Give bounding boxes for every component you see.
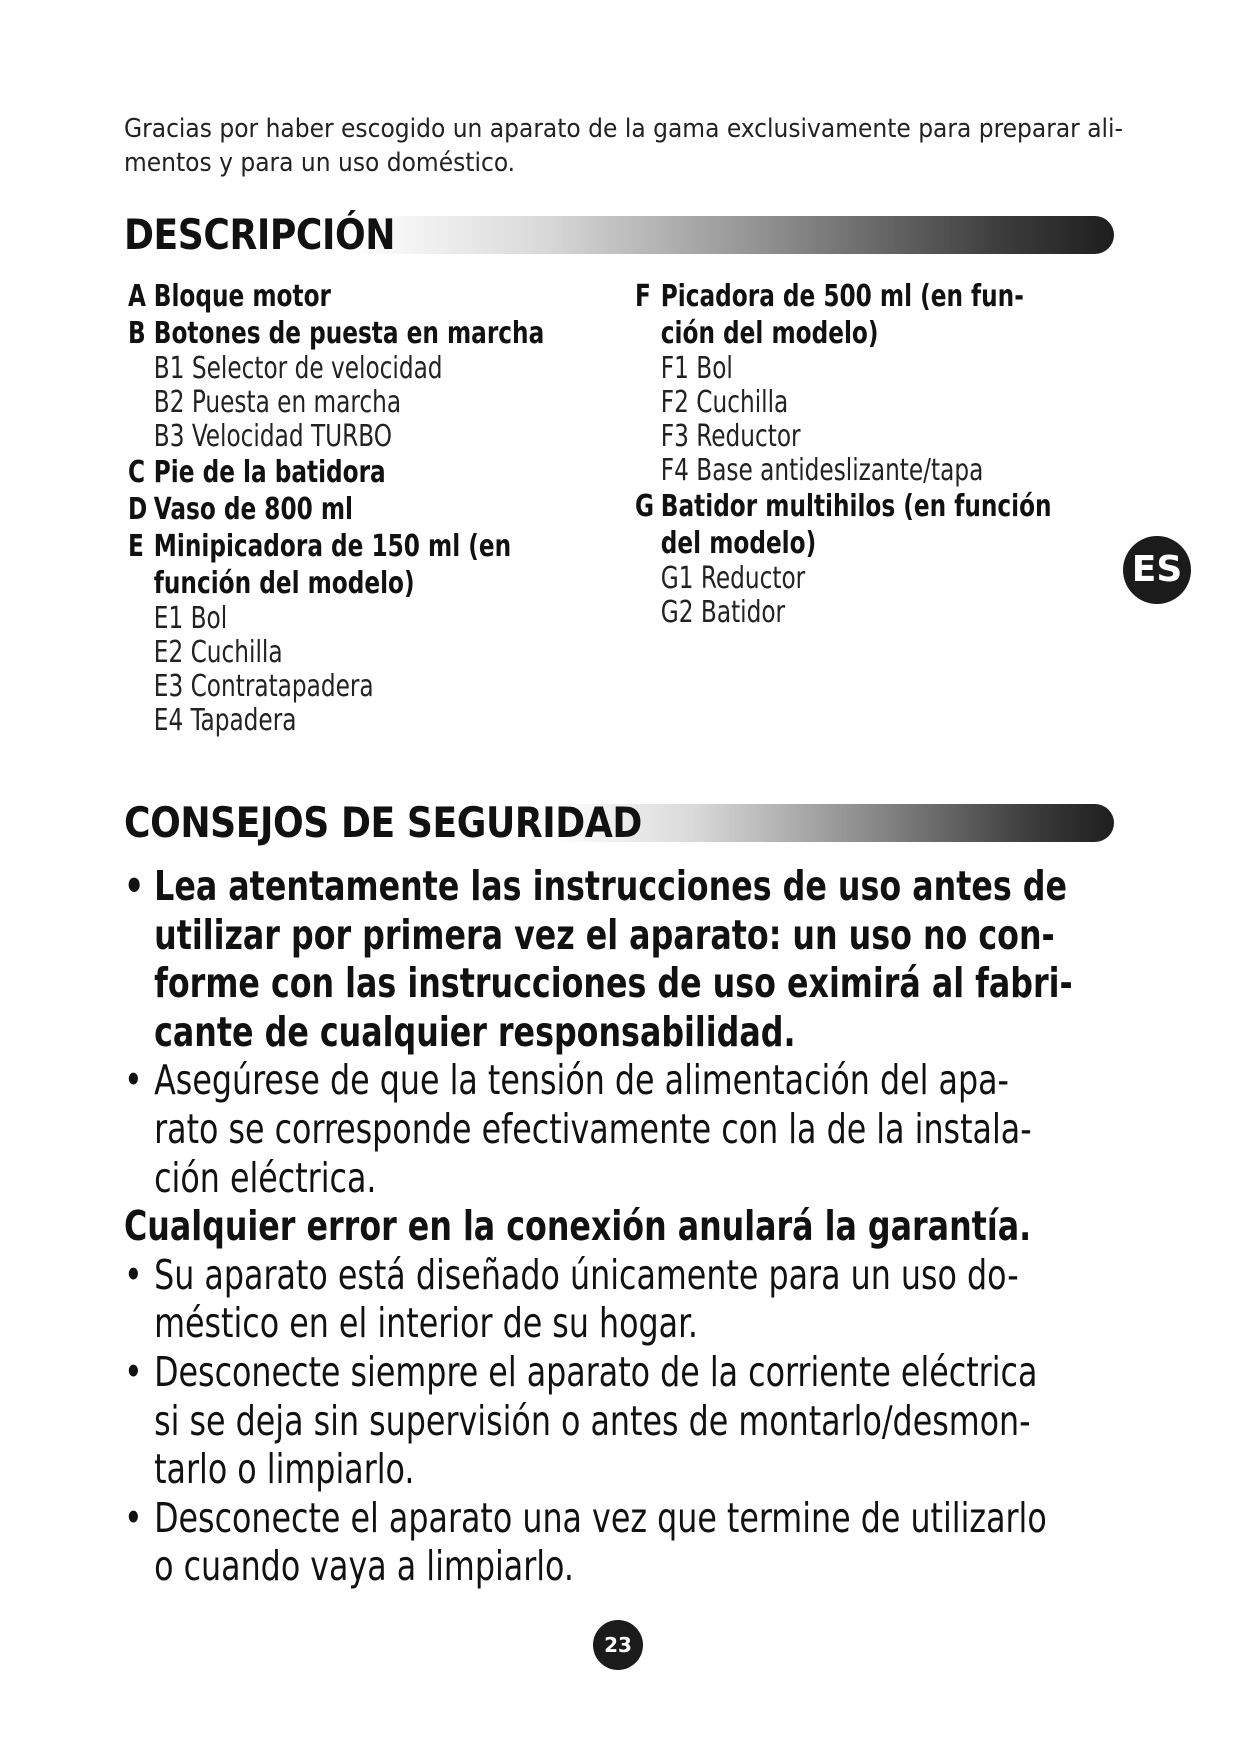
part-c <box>128 454 598 491</box>
safety-line: si se deja sin supervisión o antes de montarlo/desmon- <box>154 1396 1031 1445</box>
subpart: G2 Batidor <box>660 595 786 630</box>
safety-header <box>124 798 1114 847</box>
safety-title: CONSEJOS DE SEGURIDAD <box>124 798 642 847</box>
part-letter: B <box>128 316 146 351</box>
subpart: E3 Contratapadera <box>153 669 374 704</box>
safety-line: forme con las instrucciones de uso eximirá al fabri- <box>154 959 1073 1008</box>
subpart: E2 Cuchilla <box>153 635 283 670</box>
safety-line: o cuando vaya a limpiarlo. <box>154 1542 574 1591</box>
part-label: Vaso de 800 ml <box>153 492 353 527</box>
part-label-cont: ción del modelo) <box>660 316 879 351</box>
part-label: Botones de puesta en marcha <box>153 316 545 351</box>
subpart: G1 Reductor <box>660 561 806 596</box>
part-label-cont: del modelo) <box>660 526 817 561</box>
part-letter: E <box>128 529 144 564</box>
part-b <box>128 315 598 454</box>
safety-line: utilizar por primera vez el aparato: un uso no con- <box>154 910 1055 959</box>
parts-list-right <box>635 278 1115 630</box>
part-a <box>128 278 598 315</box>
safety-line: ción eléctrica. <box>154 1153 377 1202</box>
part-f <box>635 278 1115 488</box>
safety-line: cante de cualquier responsabilidad. <box>154 1007 796 1056</box>
intro-line: mentos y para un uso doméstico. <box>124 148 516 178</box>
page-number: 23 <box>593 1620 643 1670</box>
header-gradient-bar <box>354 216 1114 254</box>
bullet-icon: • <box>124 1250 143 1299</box>
part-g <box>635 488 1115 630</box>
safety-line: • Su aparato está diseñado únicamente para un uso do- <box>124 1250 1019 1299</box>
safety-instructions <box>124 862 1184 1591</box>
safety-line: • Lea atentamente las instrucciones de uso antes de <box>124 862 1068 910</box>
part-letter: G <box>635 489 655 524</box>
subpart: F3 Reductor <box>660 419 801 454</box>
safety-line: • Desconecte el aparato una vez que termine de utilizarlo <box>124 1493 1047 1542</box>
subpart: F2 Cuchilla <box>660 385 789 420</box>
intro-line: Gracias por haber escogido un aparato de la gama exclusivamente para preparar ali- <box>124 114 1123 144</box>
safety-line: • Asegúrese de que la tensión de alimentación del apa- <box>124 1056 1009 1105</box>
part-label: Picadora de 500 ml (en fun- <box>660 279 1024 314</box>
part-letter: A <box>128 279 146 314</box>
bullet-icon: • <box>124 1493 143 1542</box>
subpart: B2 Puesta en marcha <box>153 385 402 420</box>
part-letter: C <box>128 455 146 490</box>
bullet-icon: • <box>124 1347 143 1396</box>
part-label: Minipicadora de 150 ml (en <box>153 529 512 564</box>
subpart: B3 Velocidad TURBO <box>153 419 392 454</box>
subpart: B1 Selector de velocidad <box>153 351 443 386</box>
part-letter: F <box>635 279 651 314</box>
part-label: Bloque motor <box>153 279 331 314</box>
description-header <box>124 210 1114 259</box>
safety-line: • Desconecte siempre el aparato de la corriente eléctrica <box>124 1347 1038 1396</box>
safety-line: méstico en el interior de su hogar. <box>154 1299 698 1348</box>
subpart: E4 Tapadera <box>153 703 297 738</box>
description-title: DESCRIPCIÓN <box>124 210 396 259</box>
part-d <box>128 491 598 528</box>
part-label: Batidor multihilos (en función <box>660 489 1052 524</box>
warranty-warning: Cualquier error en la conexión anulará la garantía. <box>124 1202 1032 1251</box>
subpart: F1 Bol <box>660 351 733 386</box>
bullet-icon: • <box>124 862 145 910</box>
part-label-cont: función del modelo) <box>153 566 415 601</box>
intro-paragraph <box>124 112 1164 180</box>
safety-line: rato se corresponde efectivamente con la de la instala- <box>154 1104 1032 1153</box>
part-letter: D <box>128 492 148 527</box>
language-badge: ES <box>1123 536 1191 604</box>
parts-list-left <box>128 278 598 738</box>
part-e <box>128 528 598 738</box>
subpart: E1 Bol <box>153 601 228 636</box>
safety-line: tarlo o limpiarlo. <box>154 1445 415 1494</box>
subpart: F4 Base antideslizante/tapa <box>660 453 984 488</box>
part-label: Pie de la batidora <box>153 455 386 490</box>
bullet-icon: • <box>124 1056 143 1105</box>
